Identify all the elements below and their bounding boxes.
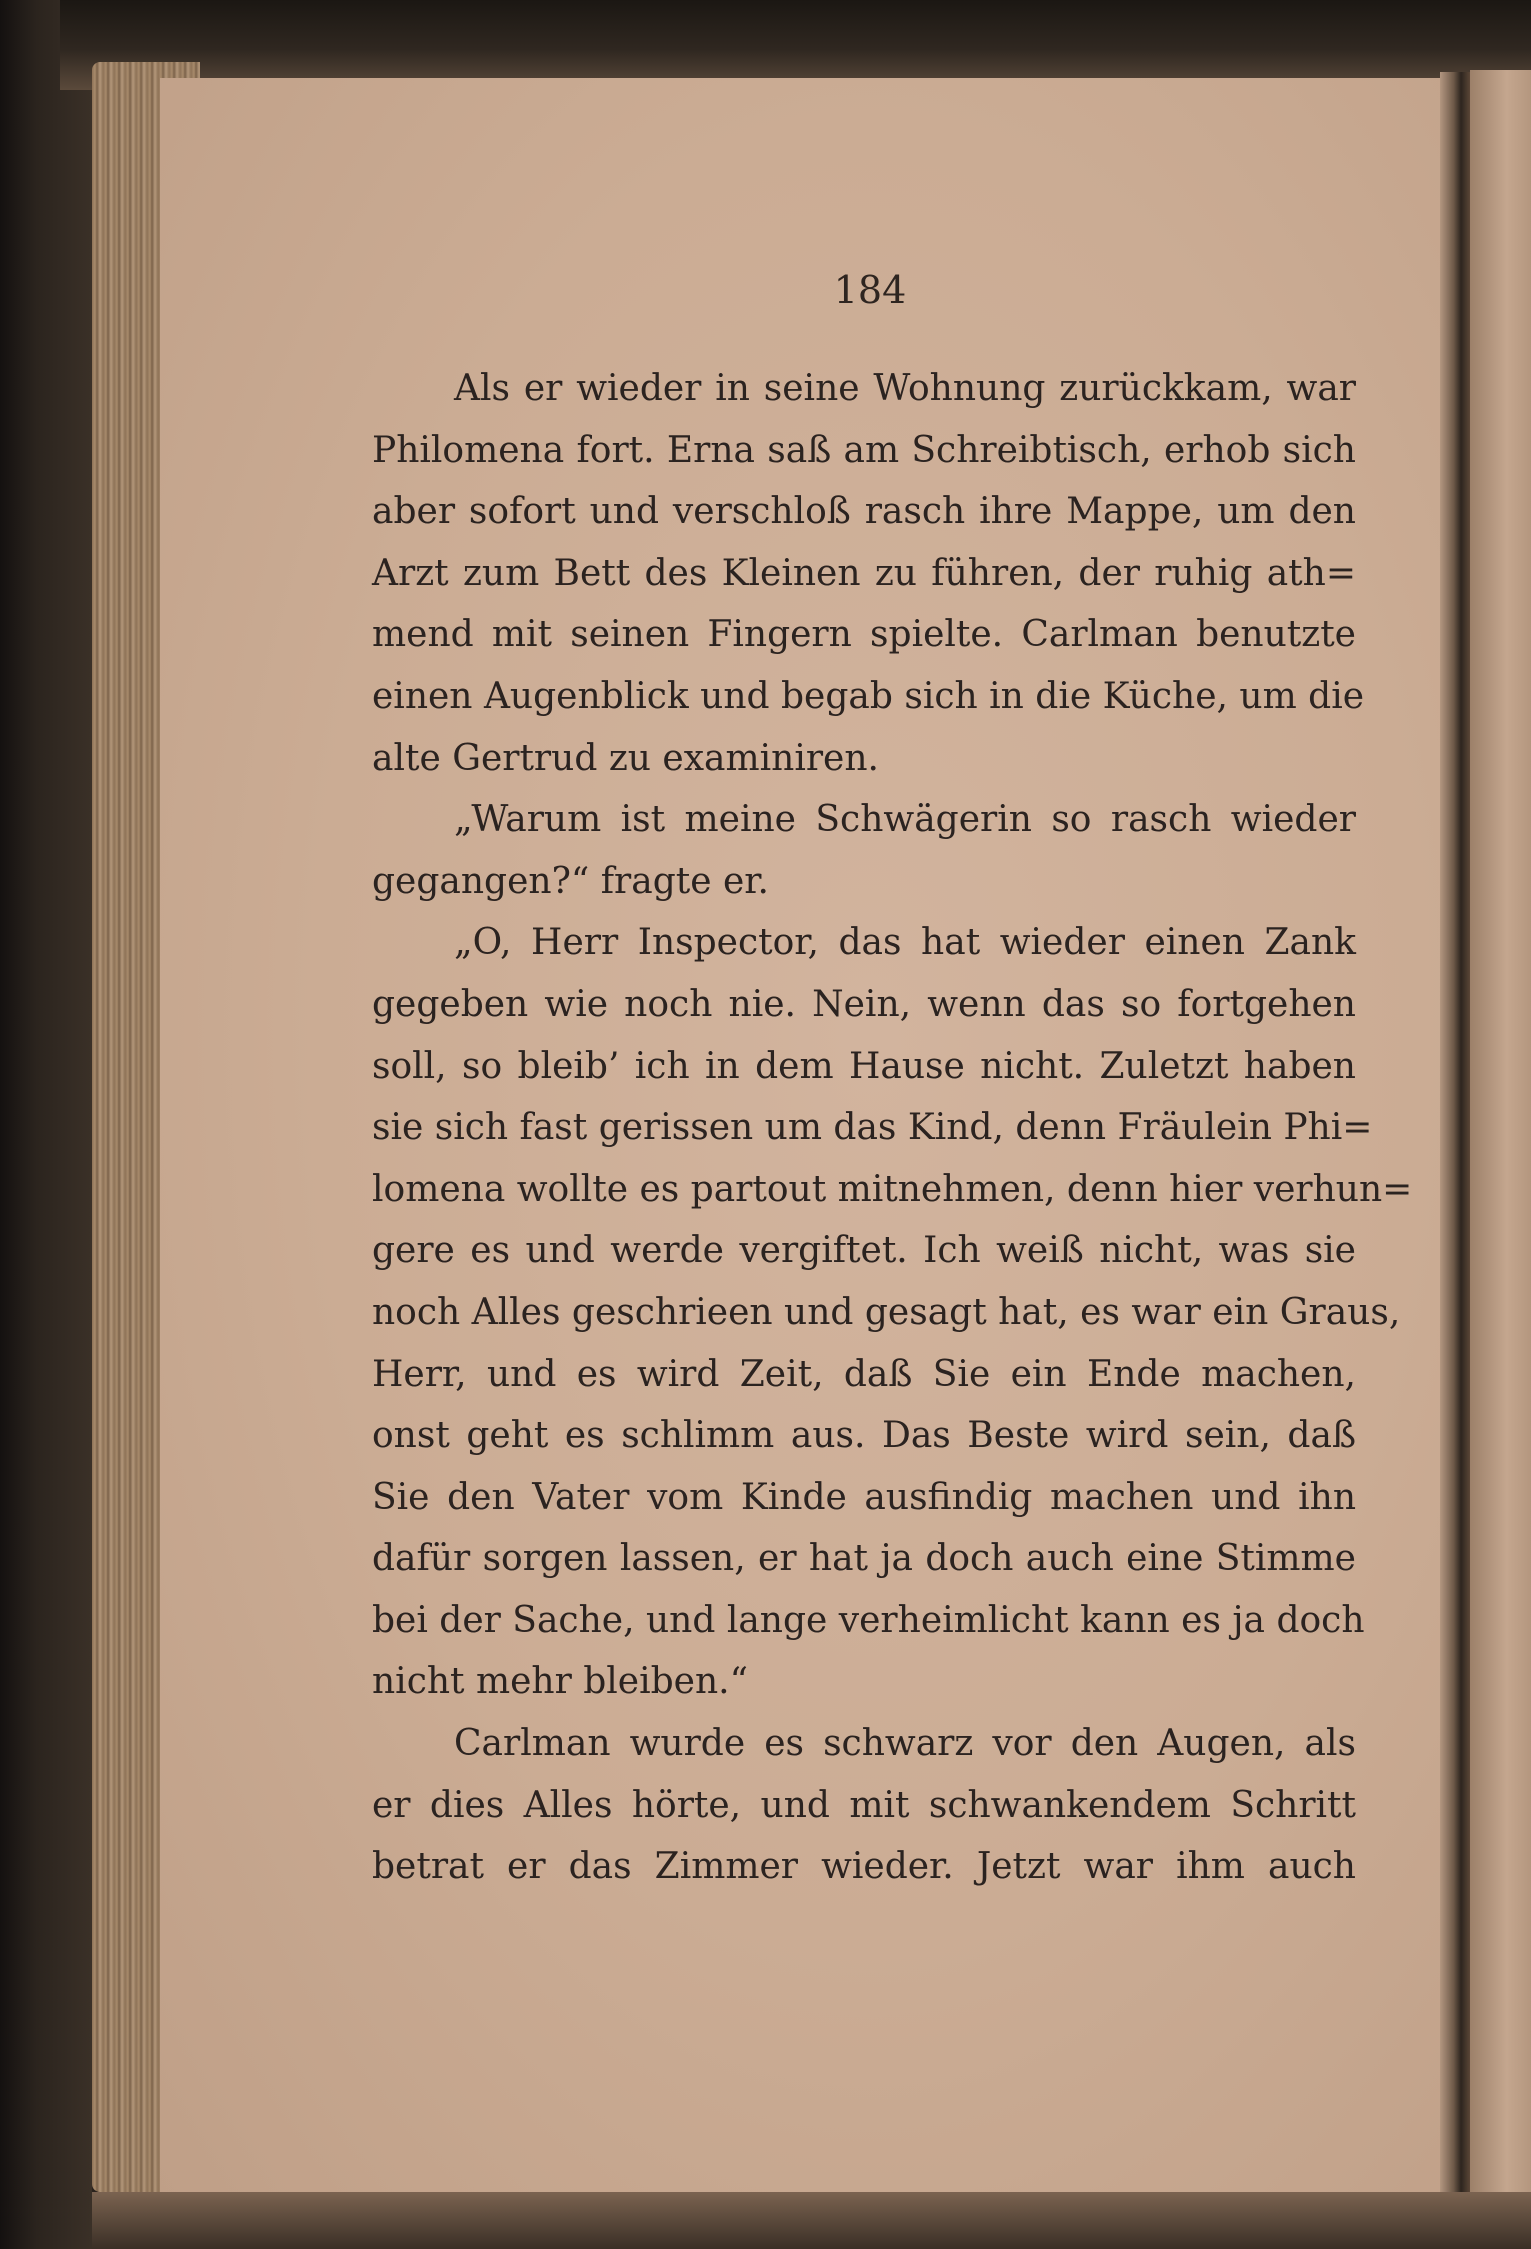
facing-page-edge <box>1470 70 1531 2249</box>
text-line: soll, so bleib’ ich in dem Hause nicht. Zuletzt haben <box>372 1045 1356 1087</box>
paragraph <box>372 912 1413 1713</box>
book-gutter <box>1440 72 1470 2222</box>
paragraph <box>372 1713 1356 1898</box>
text-line: sie sich fast gerissen um das Kind, denn Fräulein Phi= <box>372 1107 1373 1149</box>
text-line: nicht mehr bleiben.“ <box>372 1661 748 1703</box>
body-text <box>372 358 1413 1898</box>
binding-shadow <box>0 0 92 2249</box>
paragraph <box>372 789 1356 912</box>
text-line: Herr, und es wird Zeit, daß Sie ein Ende machen, <box>372 1353 1356 1395</box>
text-line: Carlman wurde es schwarz vor den Augen, als <box>454 1723 1356 1765</box>
paragraph <box>372 358 1365 789</box>
page-number: 184 <box>833 268 907 312</box>
text-line: Arzt zum Bett des Kleinen zu führen, der ruhig ath= <box>372 552 1356 594</box>
text-line: Philomena fort. Erna saß am Schreibtisch, erhob sich <box>372 429 1356 471</box>
text-line: mend mit seinen Fingern spielte. Carlman benutzte <box>372 614 1356 656</box>
top-shadow <box>60 0 1531 90</box>
text-line: Sie den Vater vom Kinde ausfindig machen und ihn <box>372 1476 1356 1518</box>
text-line: lomena wollte es partout mitnehmen, denn hier verhun= <box>372 1168 1413 1210</box>
text-line: „Warum ist meine Schwägerin so rasch wieder <box>454 799 1356 841</box>
text-line: betrat er das Zimmer wieder. Jetzt war ihm auch <box>372 1846 1356 1888</box>
text-line: gegangen?“ fragte er. <box>372 860 769 902</box>
text-line: Als er wieder in seine Wohnung zurückkam, war <box>454 368 1356 409</box>
text-line: gere es und werde vergiftet. Ich weiß nicht, was sie <box>372 1230 1356 1272</box>
text-line: „O, Herr Inspector, das hat wieder einen Zank <box>454 922 1356 964</box>
text-line: onst geht es schlimm aus. Das Beste wird sein, daß <box>372 1415 1356 1457</box>
text-line: einen Augenblick und begab sich in die Küche, um die <box>372 675 1365 717</box>
text-line: gegeben wie noch nie. Nein, wenn das so fortgehen <box>372 983 1356 1025</box>
bottom-shadow <box>92 2192 1531 2249</box>
text-line: bei der Sache, und lange verheimlicht kann es ja doch <box>372 1599 1365 1641</box>
text-line: noch Alles geschrieen und gesagt hat, es war ein Graus, <box>372 1291 1401 1333</box>
text-line: dafür sorgen lassen, er hat ja doch auch eine Stimme <box>372 1538 1356 1580</box>
text-line: er dies Alles hörte, und mit schwankendem Schritt <box>372 1784 1356 1826</box>
text-line: alte Gertrud zu examiniren. <box>372 737 879 779</box>
text-line: aber sofort und verschloß rasch ihre Mappe, um den <box>372 491 1356 533</box>
